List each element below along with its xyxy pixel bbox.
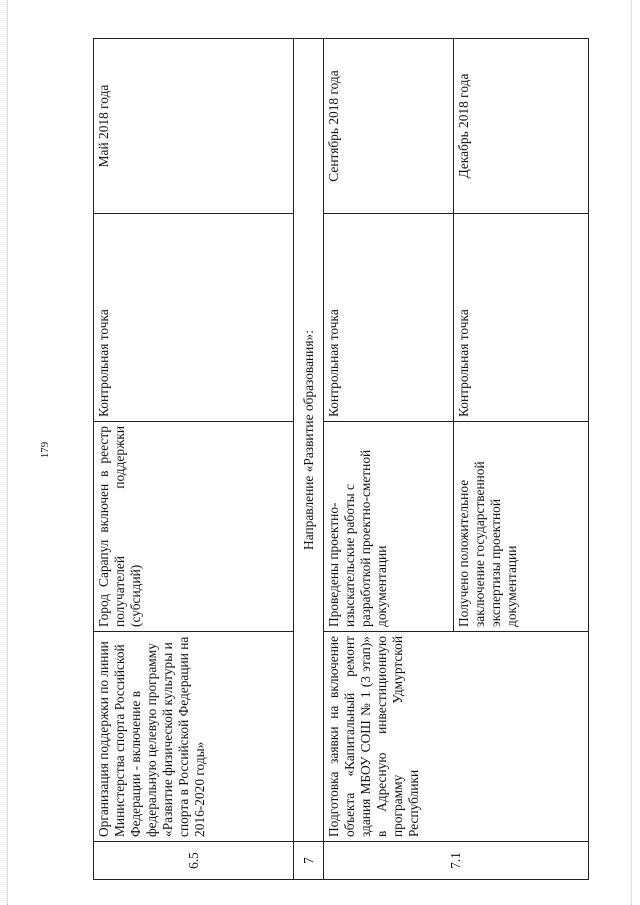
result-cell: Город Сарапул включен в реестр получателей поддержки (субсидий)	[94, 422, 294, 632]
deadline-cell: Сентябрь 2018 года	[324, 39, 454, 214]
page-number: 179	[39, 441, 51, 459]
type-cell: Контрольная точка	[94, 214, 294, 422]
row-number: 7.1	[324, 842, 589, 880]
event-cell: Организация поддержки по линии Министерства спорта Российской Федерации - включение в федеральную целевую программу «Развитие физической культуры и спорта в Российской Федерации на 2016-2020 годы»	[94, 632, 294, 842]
left-edge-dots	[7, 0, 9, 905]
type-cell: Контрольная точка	[454, 214, 589, 422]
plan-table	[93, 38, 589, 880]
result-cell: Получено положительное заключение государственной экспертизы проектной документации	[454, 422, 589, 632]
type-cell: Контрольная точка	[324, 214, 454, 422]
row-number: 7	[294, 842, 324, 880]
table-row	[294, 39, 324, 880]
deadline-cell: Декабрь 2018 года	[454, 39, 589, 214]
deadline-cell: Май 2018 года	[94, 39, 294, 214]
section-heading: Направление «Развитие образования»:	[294, 39, 324, 842]
result-cell: Проведены проектно-изыскательские работы с разработкой проектно-сметной документации	[324, 422, 454, 632]
table-row	[324, 39, 454, 880]
right-edge-dots	[631, 0, 633, 905]
row-number: 6.5	[94, 842, 294, 880]
table-row	[94, 39, 294, 880]
event-cell: Подготовка заявки на включение объекта «Капитальный ремонт здания МБОУ СОШ № 1 (3 этап)» в Адресную инвестиционную программу Удмуртской Республики	[324, 632, 589, 842]
rotated-table-container	[93, 39, 588, 880]
